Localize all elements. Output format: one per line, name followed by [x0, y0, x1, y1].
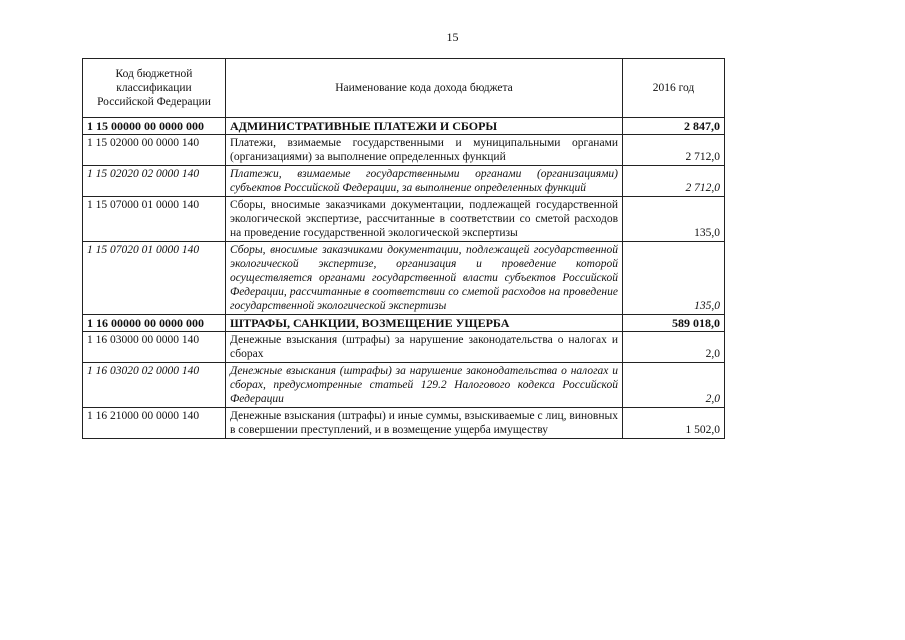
row-name: Сборы, вносимые заказчиками документации, подлежащей государственной экологической экспертизе, рассчитанные в соответствии со сметой расходов на проведение государственной экологической экспертизы [226, 197, 623, 242]
row-name: Сборы, вносимые заказчиками документации, подлежащей государственной экологической экспертизе, организация и проведение которой осуществляется органами государственной власти субъектов Российской Федерации, рассчитанные в соответствии со сметой расходов на проведение государственной экологической экспертизы [226, 242, 623, 315]
row-code: 1 15 07020 01 0000 140 [83, 242, 226, 315]
row-code: 1 15 07000 01 0000 140 [83, 197, 226, 242]
row-name: Денежные взыскания (штрафы) за нарушение законодательства о налогах и сборах [226, 332, 623, 363]
row-code: 1 15 02020 02 0000 140 [83, 166, 226, 197]
table-row [83, 197, 725, 242]
row-code: 1 16 03020 02 0000 140 [83, 363, 226, 408]
row-amount: 2 712,0 [623, 135, 725, 166]
table-row [83, 135, 725, 166]
row-name: Платежи, взимаемые государственными органами (организациями) субъектов Российской Федерации, за выполнение определенных функций [226, 166, 623, 197]
row-amount: 135,0 [623, 197, 725, 242]
row-amount: 2,0 [623, 332, 725, 363]
row-name: Денежные взыскания (штрафы) за нарушение законодательства о налогах и сборах, предусмотренные статьей 129.2 Налогового кодекса Российской Федерации [226, 363, 623, 408]
page-number: 15 [446, 30, 459, 44]
table-row [83, 408, 725, 439]
table-header-row [83, 59, 725, 118]
row-code: 1 16 03000 00 0000 140 [83, 332, 226, 363]
table-row [83, 118, 725, 135]
row-name: ШТРАФЫ, САНКЦИИ, ВОЗМЕЩЕНИЕ УЩЕРБА [226, 315, 623, 332]
row-name: АДМИНИСТРАТИВНЫЕ ПЛАТЕЖИ И СБОРЫ [226, 118, 623, 135]
row-amount: 135,0 [623, 242, 725, 315]
row-code: 1 16 21000 00 0000 140 [83, 408, 226, 439]
header-code: Код бюджетной классификации Российской Федерации [83, 59, 226, 118]
row-code: 1 15 02000 00 0000 140 [83, 135, 226, 166]
table-row [83, 242, 725, 315]
table-row [83, 315, 725, 332]
row-name: Денежные взыскания (штрафы) и иные суммы, взыскиваемые с лиц, виновных в совершении преступлений, и в возмещение ущерба имуществу [226, 408, 623, 439]
row-code: 1 15 00000 00 0000 000 [83, 118, 226, 135]
header-year: 2016 год [623, 59, 725, 118]
budget-revenue-table [82, 58, 725, 439]
row-name: Платежи, взимаемые государственными и муниципальными органами (организациями) за выполнение определенных функций [226, 135, 623, 166]
row-code: 1 16 00000 00 0000 000 [83, 315, 226, 332]
table-row [83, 166, 725, 197]
row-amount: 1 502,0 [623, 408, 725, 439]
row-amount: 2 847,0 [623, 118, 725, 135]
row-amount: 2,0 [623, 363, 725, 408]
header-name: Наименование кода дохода бюджета [226, 59, 623, 118]
table-row [83, 332, 725, 363]
row-amount: 589 018,0 [623, 315, 725, 332]
table-row [83, 363, 725, 408]
row-amount: 2 712,0 [623, 166, 725, 197]
